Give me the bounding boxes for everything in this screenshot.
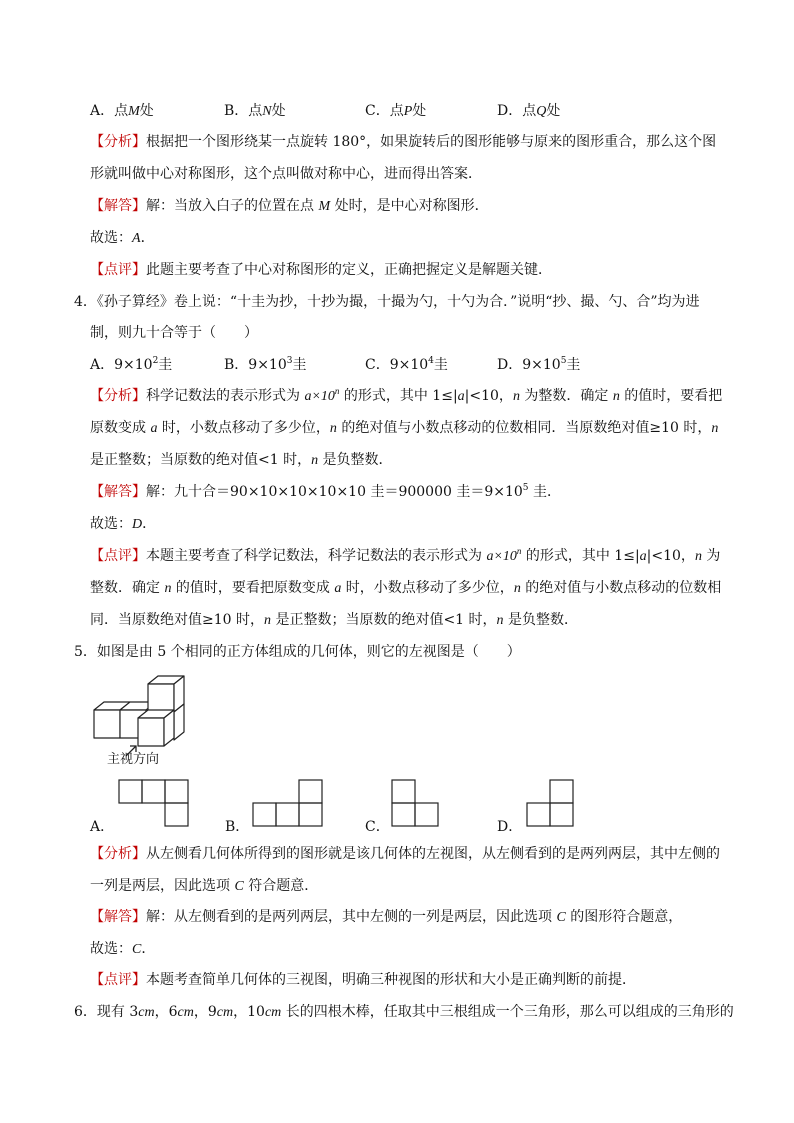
q5-comment-line: 【点评】本题考查简单几何体的三视图，明确三种视图的形状和大小是正确判断的前提． [90, 972, 636, 988]
answer-tag: 【解答】 [90, 198, 146, 214]
q4-comment-line-1: 【点评】本题主要考查了科学记数法，科学记数法的表示形式为 $a\times 10^n$ 的形式，其中 1≤|a|<10，n 为 [90, 546, 721, 564]
q3-choose-line: 故选：A． [90, 230, 155, 246]
q3-answer-line: 【解答】解：当放入白子的位置在点 M 处时，是中心对称图形． [90, 198, 489, 214]
q6-stem: 6．现有 3cm，6cm，9cm，10cm 长的四根木棒，任取其中三根组成一个三角形，那么可以组成的三角形的 [74, 1004, 734, 1020]
q3-option-c[interactable]: C．点P处 [365, 103, 427, 119]
q4-analysis-line-1: 【分析】科学记数法的表示形式为 $a\times 10^n$ 的形式，其中 1≤|a|<10，n 为整数．确定 n 的值时，要看把 [90, 386, 723, 404]
q3-analysis-line-1: 【分析】根据把一个图形绕某一点旋转 180°，如果旋转后的图形能够与原来的图形重合，那么这个图 [90, 134, 717, 150]
q5-option-a-figure[interactable] [118, 779, 190, 827]
comment-tag: 【点评】 [90, 548, 146, 564]
q5-option-d-label[interactable]: D． [497, 819, 523, 835]
comment-tag: 【点评】 [90, 262, 146, 278]
analysis-tag: 【分析】 [90, 846, 146, 862]
q5-option-b-label[interactable]: B． [225, 819, 250, 835]
q5-choose-line: 故选：C． [90, 941, 156, 957]
q5-answer-line: 【解答】解：从左侧看到的是两列两层，其中左侧的一列是两层，因此选项 C 的图形符合题意， [90, 909, 683, 925]
q4-choose-line: 故选：D． [90, 516, 157, 532]
q4-analysis-line-3: 是正整数；当原数的绝对值<1 时，n 是负整数． [90, 452, 393, 468]
q5-option-a-label[interactable]: A． [90, 819, 115, 835]
q4-option-d[interactable]: D．$9\times 10^5$圭 [497, 356, 581, 373]
q3-comment-line: 【点评】此题主要考查了中心对称图形的定义，正确把握定义是解题关键． [90, 262, 552, 278]
comment-tag: 【点评】 [90, 972, 146, 988]
q5-option-c-figure[interactable] [391, 779, 441, 827]
q3-option-b[interactable]: B．点N处 [224, 103, 286, 119]
q3-analysis-line-2: 形就叫做中心对称图形，这个点叫做对称中心，进而得出答案． [90, 166, 482, 182]
q4-option-b[interactable]: B．$9\times 10^3$圭 [224, 356, 307, 373]
q5-analysis-line-1: 【分析】从左侧看几何体所得到的图形就是该几何体的左视图，从左侧看到的是两列两层，其中左侧的 [90, 846, 720, 862]
analysis-tag: 【分析】 [90, 388, 146, 404]
q4-comment-line-3: 同．当原数绝对值≥10 时，n 是正整数；当原数的绝对值<1 时，n 是负整数． [90, 612, 578, 628]
q4-option-a[interactable]: A．$9\times 10^2$圭 [90, 356, 173, 373]
q4-option-c[interactable]: C．$9\times 10^4$圭 [365, 356, 448, 373]
q5-option-b-figure[interactable] [252, 779, 324, 827]
q3-option-a[interactable]: A．点M处 [90, 103, 154, 119]
q5-analysis-line-2: 一列是两层，因此选项 C 符合题意． [90, 878, 319, 894]
q4-comment-line-2: 整数．确定 n 的值时，要看把原数变成 a 时，小数点移动了多少位，n 的绝对值与小数点移动的位数相 [90, 580, 722, 596]
answer-tag: 【解答】 [90, 909, 146, 925]
answer-tag: 【解答】 [90, 484, 146, 500]
analysis-tag: 【分析】 [90, 134, 146, 150]
q4-stem-line-1: 4．《孙子算经》卷上说：“十圭为抄，十抄为撮，十撮为勺，十勺为合．”说明“抄、撮、勺、合”均为进 [74, 294, 700, 310]
q5-option-d-figure[interactable] [526, 779, 576, 827]
q4-stem-line-2: 制，则九十合等于（ ） [90, 325, 258, 341]
q3-option-d[interactable]: D．点Q处 [497, 103, 561, 119]
figure-caption: 主视方向 [107, 752, 160, 767]
q4-analysis-line-2: 原数变成 a 时，小数点移动了多少位，n 的绝对值与小数点移动的位数相同．当原数绝对值≥10 时，n [90, 420, 719, 436]
q5-option-c-label[interactable]: C． [365, 819, 390, 835]
q5-stem: 5．如图是由 5 个相同的正方体组成的几何体，则它的左视图是（ ） [74, 644, 521, 660]
q4-answer-line: 【解答】解：九十合＝90×10×10×10×10 圭＝900000 圭$=9\times 10^5$ 圭． [90, 483, 561, 500]
